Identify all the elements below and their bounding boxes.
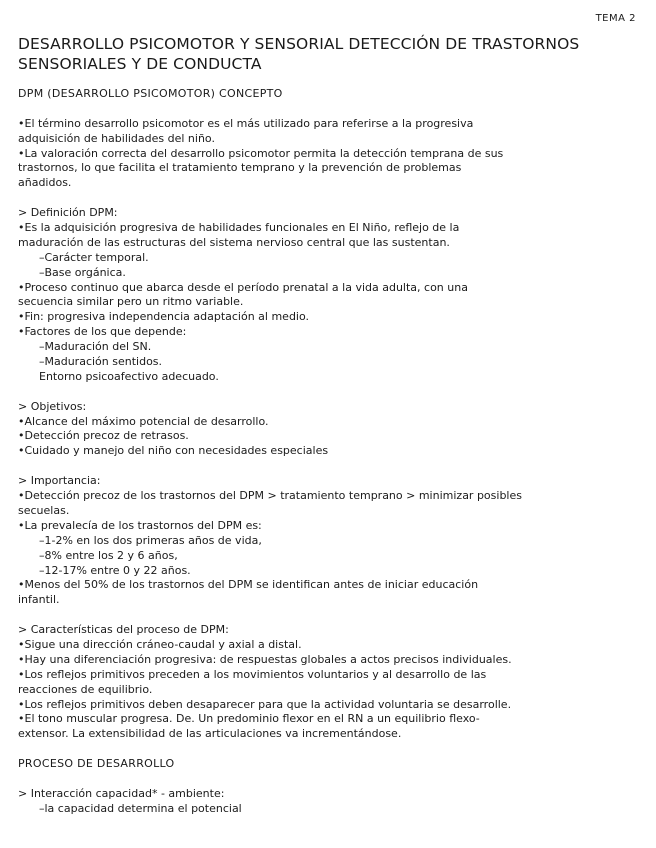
spacer bbox=[18, 385, 634, 400]
text-line: •Hay una diferenciación progresiva: de respuestas globales a actos precisos individuales. bbox=[18, 652, 512, 666]
document-title bbox=[18, 34, 638, 74]
text-line: –12-17% entre 0 y 22 años. bbox=[39, 563, 191, 577]
text-line: –Base orgánica. bbox=[39, 265, 126, 279]
section-heading: PROCESO DE DESARROLLO bbox=[18, 757, 175, 771]
text-line: –8% entre los 2 y 6 años, bbox=[39, 548, 178, 562]
title-line: SENSORIALES Y DE CONDUCTA bbox=[18, 55, 262, 73]
text-line: •Menos del 50% de los trastornos del DPM se identifican antes de iniciar educación bbox=[18, 578, 479, 592]
text-line: –la capacidad determina el potencial bbox=[39, 801, 242, 815]
text-line: •La prevalecía de los trastornos del DPM es: bbox=[18, 518, 262, 532]
subsection-heading: > Objetivos: bbox=[18, 399, 87, 413]
text-line: •Factores de los que depende: bbox=[18, 325, 187, 339]
document-body bbox=[18, 87, 634, 817]
subsection-heading: > Definición DPM: bbox=[18, 206, 118, 220]
subsection-heading: > Importancia: bbox=[18, 474, 101, 488]
text-line: •Detección precoz de retrasos. bbox=[18, 429, 189, 443]
text-line: trastornos, lo que facilita el tratamiento temprano y la prevención de problemas bbox=[18, 161, 462, 175]
text-line: infantil. bbox=[18, 593, 60, 607]
text-line: Entorno psicoafectivo adecuado. bbox=[39, 369, 219, 383]
spacer bbox=[18, 191, 634, 206]
text-line: –Maduración sentidos. bbox=[39, 355, 163, 369]
spacer bbox=[18, 742, 634, 757]
section-heading: DPM (DESARROLLO PSICOMOTOR) CONCEPTO bbox=[18, 87, 283, 100]
text-line: •La valoración correcta del desarrollo psicomotor permita la detección temprana de sus bbox=[18, 146, 504, 160]
text-line: extensor. La extensibilidad de las articulaciones va incrementándose. bbox=[18, 727, 402, 741]
spacer bbox=[18, 772, 634, 787]
spacer bbox=[18, 459, 634, 474]
topic-label: TEMA 2 bbox=[595, 13, 636, 24]
subsection-heading: > Interacción capacidad* - ambiente: bbox=[18, 786, 225, 800]
text-line: •Detección precoz de los trastornos del DPM > tratamiento temprano > minimizar posibles bbox=[18, 489, 522, 503]
text-line: añadidos. bbox=[18, 176, 72, 190]
text-line: –Maduración del SN. bbox=[39, 340, 152, 354]
text-line: •Los reflejos primitivos preceden a los movimientos voluntarios y al desarrollo de las bbox=[18, 667, 487, 681]
text-line: reacciones de equilibrio. bbox=[18, 682, 153, 696]
text-line: •Los reflejos primitivos deben desaparecer para que la actividad voluntaria se desarrolle. bbox=[18, 697, 512, 711]
text-line: •El término desarrollo psicomotor es el más utilizado para referirse a la progresiva bbox=[18, 116, 474, 130]
title-line: DESARROLLO PSICOMOTOR Y SENSORIAL DETECCIÓN DE TRASTORNOS bbox=[18, 35, 580, 53]
text-line: •Es la adquisición progresiva de habilidades funcionales en El Niño, reflejo de la bbox=[18, 221, 460, 235]
subsection-heading: > Características del proceso de DPM: bbox=[18, 623, 229, 637]
text-line: •Fin: progresiva independencia adaptación al medio. bbox=[18, 310, 310, 324]
text-line: adquisición de habilidades del niño. bbox=[18, 131, 215, 145]
text-line: •Sigue una dirección cráneo-caudal y axial a distal. bbox=[18, 637, 302, 651]
text-line: secuelas. bbox=[18, 503, 70, 517]
text-line: maduración de las estructuras del sistema nervioso central que las sustentan. bbox=[18, 235, 450, 249]
text-line: •Alcance del máximo potencial de desarrollo. bbox=[18, 414, 269, 428]
spacer bbox=[18, 608, 634, 623]
text-line: •El tono muscular progresa. De. Un predominio flexor en el RN a un equilibrio flexo- bbox=[18, 712, 480, 726]
text-line: –Carácter temporal. bbox=[39, 250, 149, 264]
spacer bbox=[18, 102, 634, 117]
text-line: secuencia similar pero un ritmo variable. bbox=[18, 295, 244, 309]
text-line: •Cuidado y manejo del niño con necesidades especiales bbox=[18, 444, 329, 458]
text-line: –1-2% en los dos primeras años de vida, bbox=[39, 533, 262, 547]
text-line: •Proceso continuo que abarca desde el período prenatal a la vida adulta, con una bbox=[18, 280, 468, 294]
